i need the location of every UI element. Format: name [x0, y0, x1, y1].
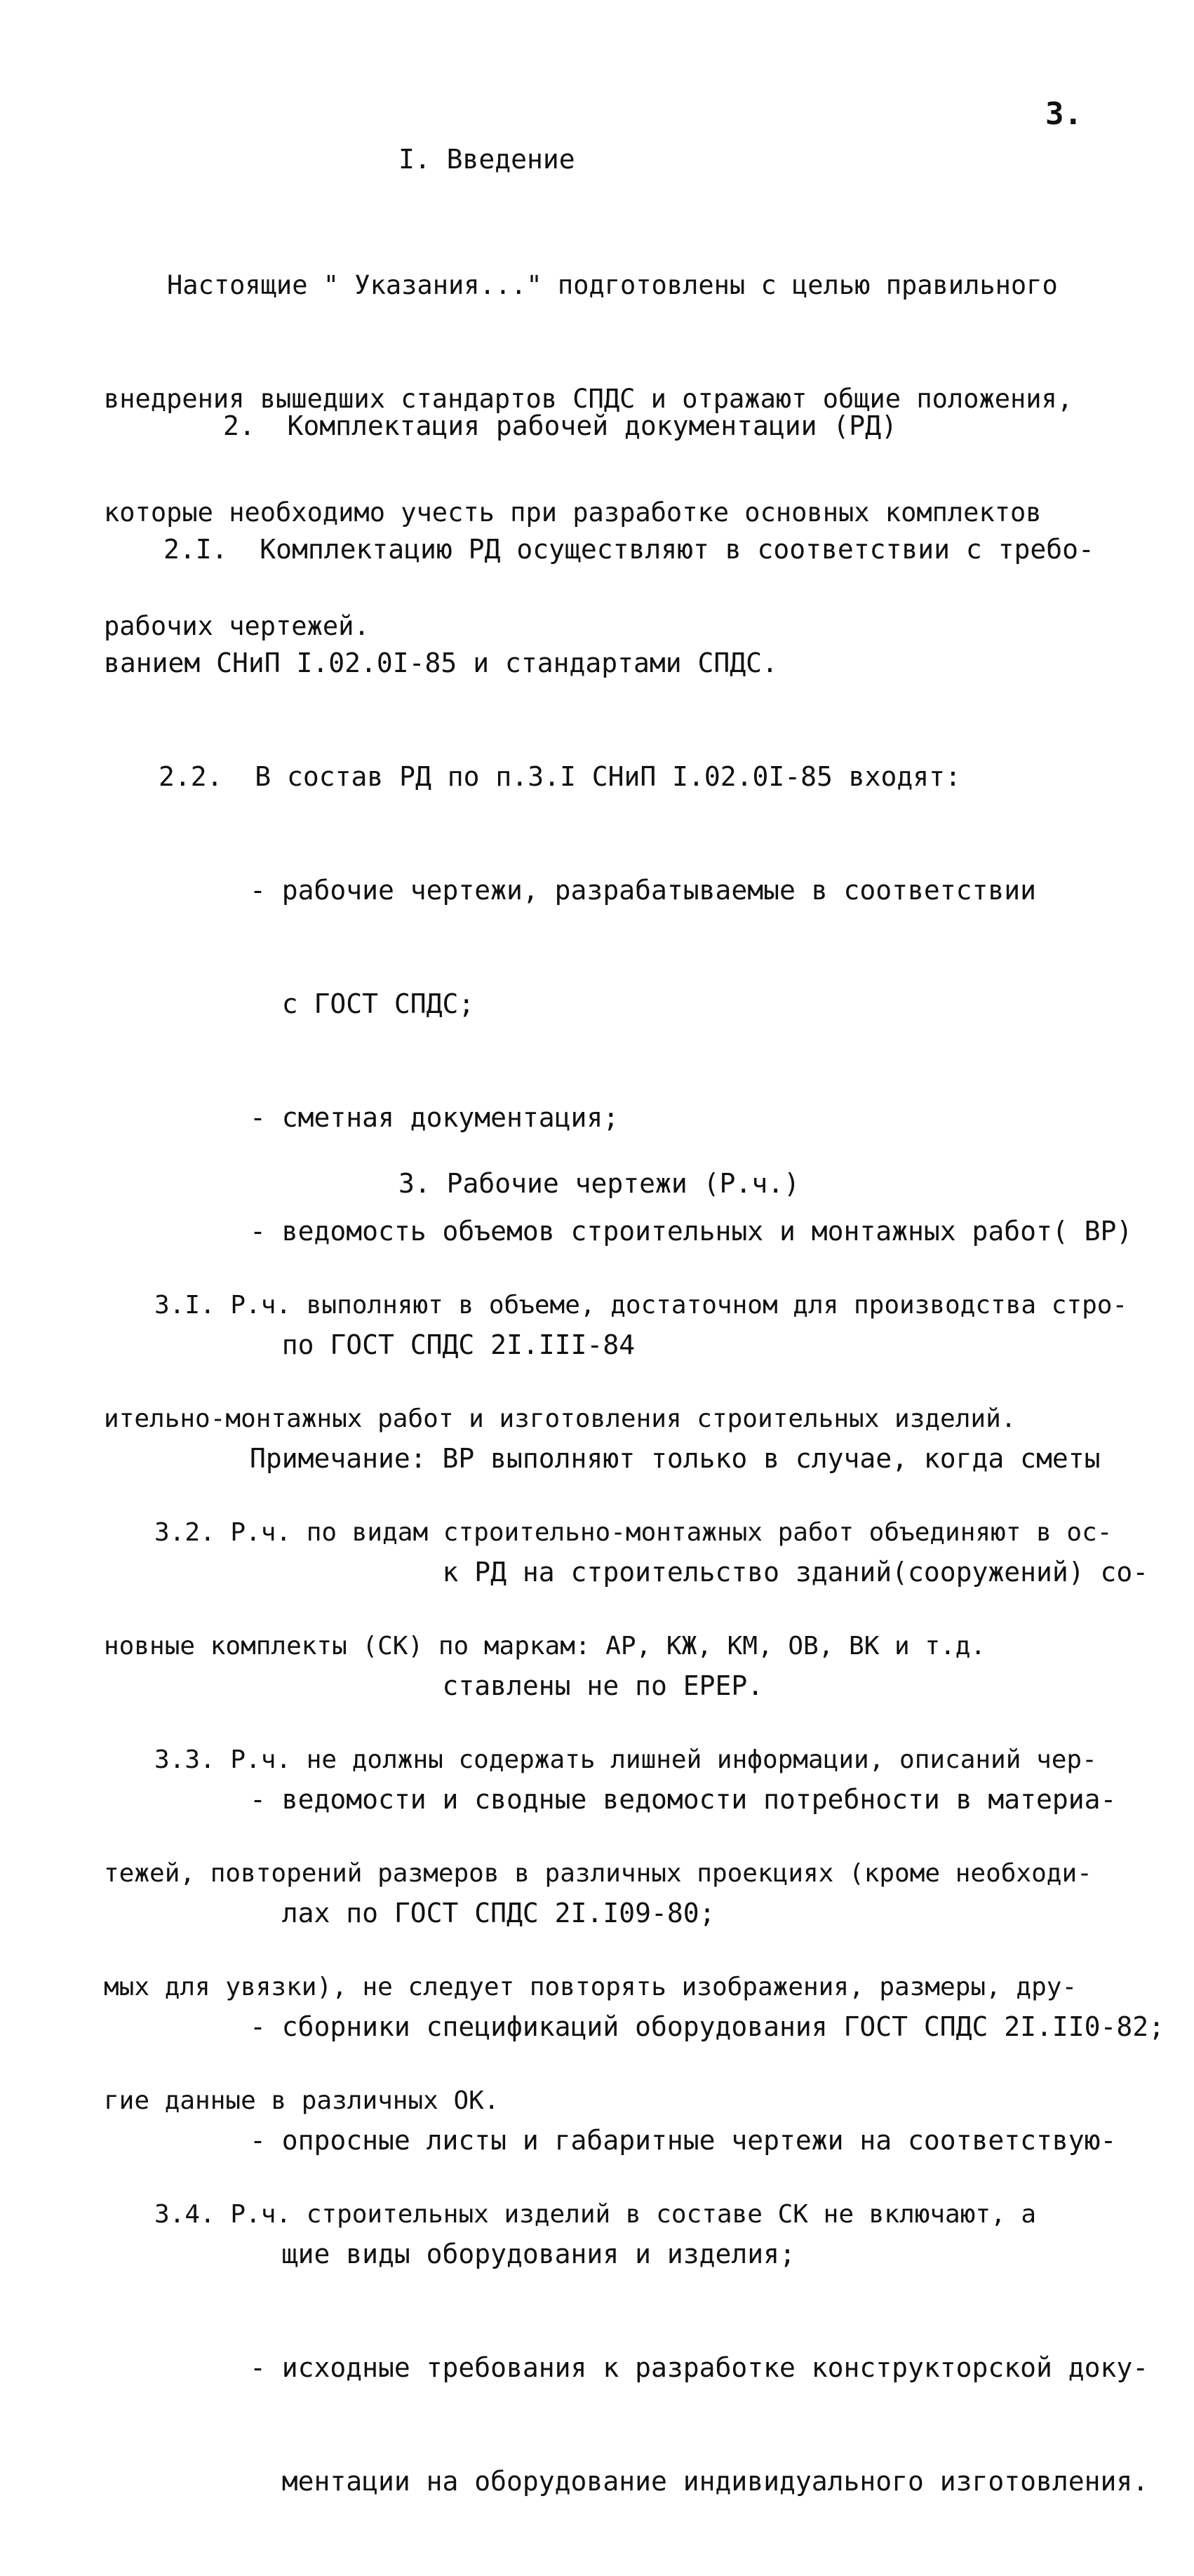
- list-item: - ведомости и сводные ведомости потребности в материа-: [250, 1784, 1117, 1815]
- note-line: Примечание: ВР выполняют только в случае, когда сметы: [250, 1443, 1101, 1474]
- text-line: мых для увязки), не следует повторять изображения, размеры, дру-: [104, 1973, 1078, 2001]
- list-item: - сборники спецификаций оборудования ГОСТ СПДС 2I.II0-82;: [250, 2011, 1165, 2042]
- section-3-body: [104, 1211, 1127, 2309]
- text-line: ванием СНиП I.02.0I-85 и стандартами СПДС.: [104, 648, 778, 678]
- list-item-continued: по ГОСТ СПДС 2I.III-84: [250, 1329, 636, 1360]
- text-line: гие данные в различных ОК.: [104, 2086, 499, 2115]
- text-line: которые необходимо учесть при разработке основных комплектов: [104, 497, 1042, 528]
- list-item-continued: с ГОСТ СПДС;: [250, 988, 475, 1019]
- section-3-heading: 3. Рабочие чертежи (Р.ч.): [398, 1168, 800, 1199]
- text-line: ительно-монтажных работ и изготовления строительных изделий.: [104, 1404, 1017, 1433]
- list-item-continued: щие виды оборудования и изделия;: [250, 2239, 796, 2269]
- list-item: - ведомость объемов строительных и монтажных работ( ВР): [250, 1216, 1133, 1247]
- list-item: - сметная документация;: [250, 1102, 619, 1133]
- text-line: Настоящие " Указания..." подготовлены с целью правильного: [167, 270, 1058, 300]
- text-line: внедрения вышедших стандартов СПДС и отражают общие положения,: [104, 384, 1073, 414]
- list-item: - исходные требования к разработке конструкторской доку-: [250, 2352, 1149, 2383]
- page-number: 3.: [1045, 96, 1082, 132]
- text-line: 3.2. Р.ч. по видам строительно-монтажных работ объединяют в ос-: [154, 1518, 1113, 1547]
- text-line: рабочих чертежей.: [104, 611, 370, 641]
- section-2-heading: 2. Комплектация рабочей документации (РД): [223, 410, 897, 441]
- text-line: 3.I. Р.ч. выполняют в объеме, достаточном для производства стро-: [154, 1291, 1128, 1320]
- text-line: 3.3. Р.ч. не должны содержать лишней информации, описаний чер-: [154, 1745, 1097, 1774]
- text-line: 2.2. В состав РД по п.3.I СНиП I.02.0I-85 входят:: [159, 761, 961, 792]
- text-line: 2.I. Комплектацию РД осуществляют в соответствии с требо-: [163, 534, 1094, 565]
- list-item-continued: лах по ГОСТ СПДС 2I.I09-80;: [250, 1898, 716, 1928]
- section-1-heading: I. Введение: [398, 144, 575, 175]
- text-line: 3.4. Р.ч. строительных изделий в составе СК не включают, а: [154, 2200, 1037, 2229]
- list-item: - опросные листы и габаритные чертежи на соответствую-: [250, 2125, 1117, 2156]
- text-line: тежей, повторений размеров в различных проекциях (кроме необходи-: [104, 1859, 1092, 1888]
- list-item: - рабочие чертежи, разрабатываемые в соответствии: [250, 875, 1037, 906]
- note-line: ставлены не по ЕРЕР.: [250, 1670, 764, 1701]
- text-line: новные комплекты (СК) по маркам: АР, КЖ, КМ, ОВ, ВК и т.д.: [104, 1632, 986, 1661]
- note-line: к РД на строительство зданий(сооружений) со-: [250, 1557, 1149, 1588]
- list-item-continued: ментации на оборудование индивидуального изготовления.: [250, 2466, 1149, 2497]
